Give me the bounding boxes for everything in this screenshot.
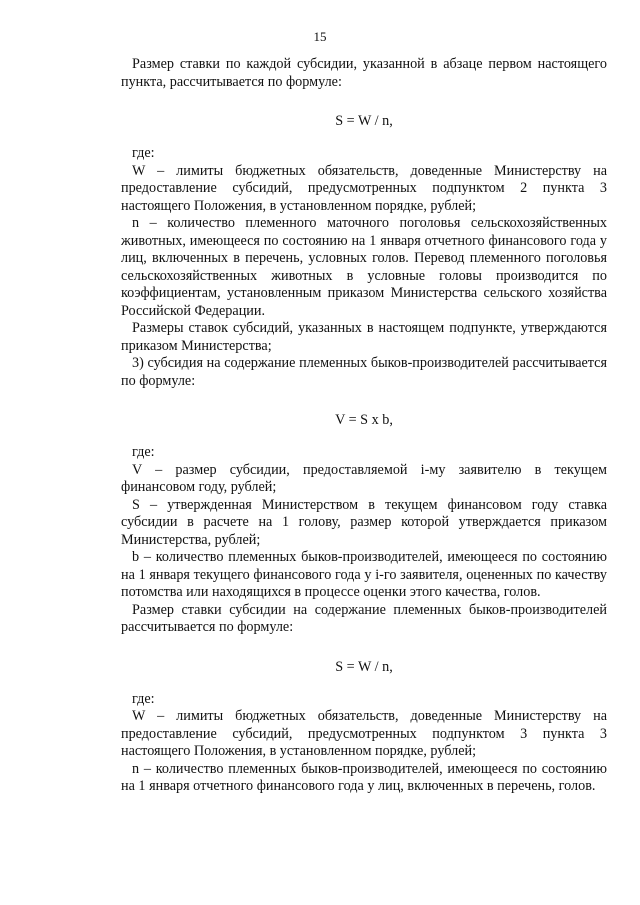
paragraph: W – лимиты бюджетных обязательств, доведенные Министерству на предоставление субсидий, предусмотренных подпунктом 2 пункта 3 настоящего Положения, в установленном порядке, рублей; bbox=[121, 162, 607, 214]
paragraph: 3) субсидия на содержание племенных быков-производителей рассчитывается по формуле: bbox=[121, 355, 607, 389]
paragraph: где: bbox=[132, 145, 155, 161]
formula: S = W / n, bbox=[335, 113, 393, 129]
paragraph: Размер ставки субсидии на содержание племенных быков-производителей рассчитывается по формуле: bbox=[121, 601, 607, 635]
paragraph: n – количество племенных быков-производителей, имеющееся по состоянию на 1 января отчетного финансового года у лиц, включенных в перечень, голов. bbox=[121, 760, 607, 794]
paragraph: где: bbox=[132, 444, 155, 460]
document-body bbox=[121, 56, 607, 796]
paragraph: Размеры ставок субсидий, указанных в настоящем подпункте, утверждаются приказом Министерства; bbox=[121, 320, 607, 354]
paragraph: W – лимиты бюджетных обязательств, доведенные Министерству на предоставление субсидий, предусмотренных подпунктом 3 пункта 3 настоящего Положения, в установленном порядке, рублей; bbox=[121, 708, 607, 759]
paragraph: Размер ставки по каждой субсидии, указанной в абзаце первом настоящего пункта, рассчитывается по формуле: bbox=[121, 56, 607, 90]
page-number: 15 bbox=[313, 29, 327, 44]
formula: S = W / n, bbox=[335, 658, 393, 675]
paragraph: S – утвержденная Министерством в текущем финансовом году ставка субсидии в расчете на 1 голову, размер которой утверждается приказом Министерства, рублей; bbox=[121, 496, 607, 548]
paragraph: где: bbox=[132, 690, 155, 707]
paragraph: n – количество племенного маточного поголовья сельскохозяйственных животных, имеющееся по состоянию на 1 января отчетного финансового года у лиц, включенных в перечень, условных голов. Перевод племенного поголовья сельскохозяйственных животных в условные головы производится по коэффициентам, установленным приказом Министерства сельского хозяйства Российской Федерации. bbox=[121, 215, 607, 319]
paragraph: V – размер субсидии, предоставляемой i-му заявителю в текущем финансовом году, рублей; bbox=[121, 461, 607, 495]
formula: V = S x b, bbox=[335, 412, 393, 428]
paragraph: b – количество племенных быков-производителей, имеющееся по состоянию на 1 января текущего финансового года у i-го заявителя, оцененных по качеству потомства или находящихся в процессе оценки этого качества, голов. bbox=[121, 549, 607, 600]
